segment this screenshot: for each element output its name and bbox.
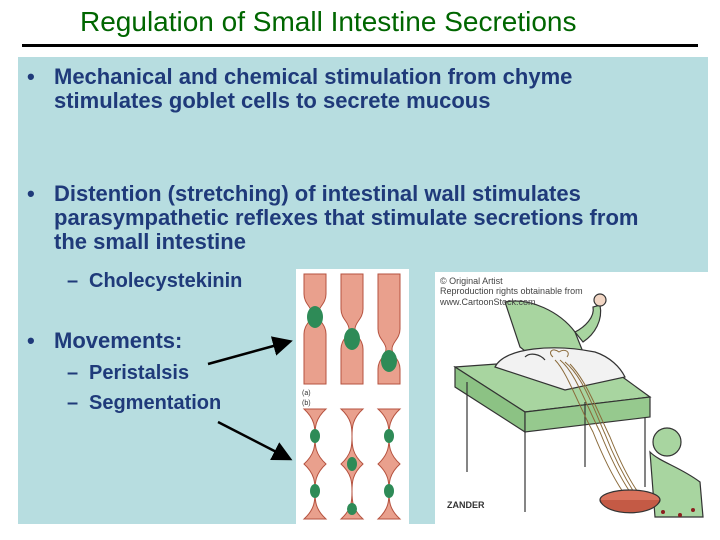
sub-bullet-text: Segmentation xyxy=(89,392,222,414)
sub-bullet-symbol: – xyxy=(67,362,79,384)
diagram-label-b: (b) xyxy=(302,400,311,407)
sub-bullet-text: Cholecystekinin xyxy=(89,270,243,292)
cartoon-signature: ZANDER xyxy=(447,500,485,510)
sub-bullet-text: Peristalsis xyxy=(89,362,190,384)
sub-bullet-symbol: – xyxy=(67,270,79,292)
bullet-symbol: • xyxy=(27,64,35,89)
segmentation-arrow xyxy=(218,422,288,458)
bullet-symbol: • xyxy=(27,181,35,206)
bullet-text: Distention (stretching) of intestinal wall stimulates parasympathetic reflexes that stimulate secretions from the small intestine xyxy=(54,181,639,255)
slide-title: Regulation of Small Intestine Secretions xyxy=(80,6,577,37)
sub-bullet-symbol: – xyxy=(67,392,79,414)
diagram-label-a: (a) xyxy=(302,390,311,397)
bullet-text: Mechanical and chemical stimulation from chyme stimulates goblet cells to secrete mucous xyxy=(54,64,573,114)
peristalsis-arrow xyxy=(208,342,288,364)
caption-line: Reproduction rights obtainable from xyxy=(440,286,583,297)
bullet-text: Movements: xyxy=(54,328,183,353)
caption-line: www.CartoonStock.com xyxy=(440,296,536,307)
caption-line: © Original Artist xyxy=(440,276,503,286)
bullet-symbol: • xyxy=(27,328,35,353)
